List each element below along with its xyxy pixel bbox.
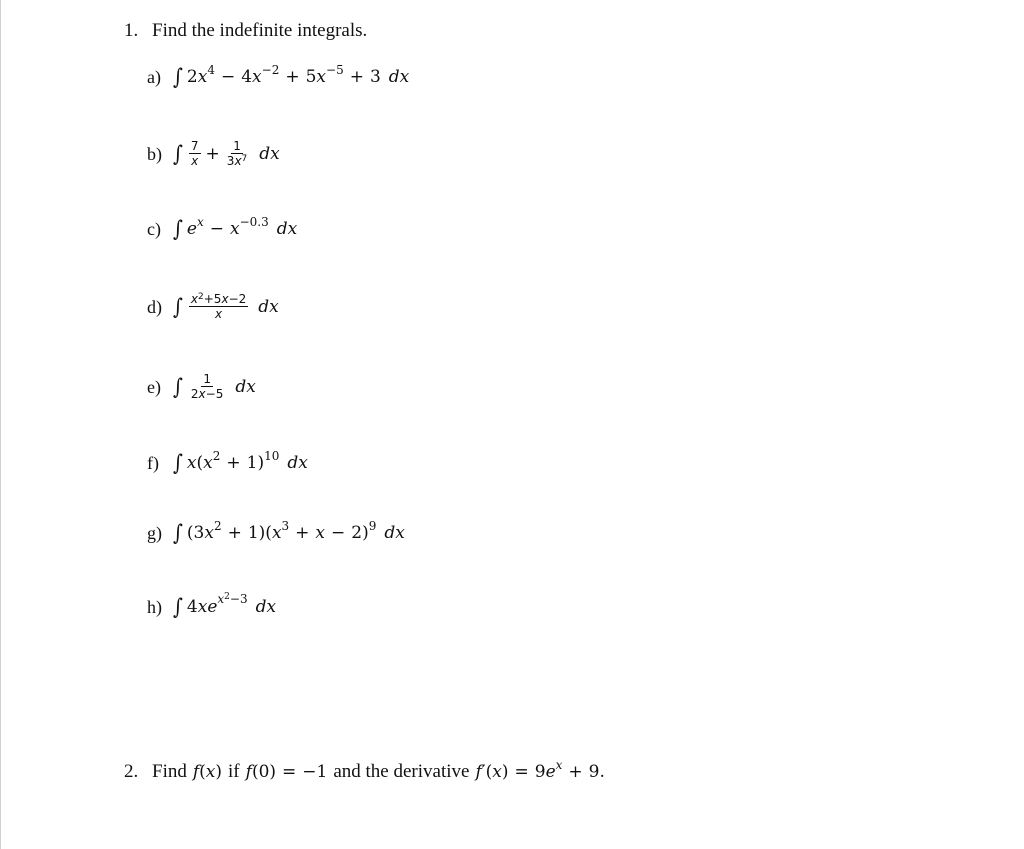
question-2-and-derivative: and the derivative	[333, 761, 470, 782]
question-1-number: 1.	[124, 20, 139, 41]
part-c	[147, 209, 297, 249]
part-c-label: c)	[147, 218, 161, 239]
part-e	[147, 367, 256, 407]
part-f	[147, 443, 308, 483]
question-2-condition: f (0) = −1	[245, 762, 328, 782]
part-c-expression: ∫ e $^x$ − x $^{-0.3}$ dx	[173, 215, 298, 242]
part-e-expression: ∫ $\frac{1}{2x-5}$ dx	[173, 372, 256, 401]
part-g-label: g)	[147, 522, 162, 543]
part-h	[147, 587, 276, 627]
question-2-derivative: f ′( x ) = 9 e $^x$ + 9.	[475, 758, 605, 782]
part-d-expression: ∫ $\frac{x^2+5x-2}{x}$ dx	[173, 292, 279, 321]
question-2-find: Find	[152, 761, 187, 782]
part-f-label: f)	[147, 452, 159, 473]
question-2-function: f ( x )	[192, 762, 223, 782]
part-d	[147, 287, 279, 327]
part-e-label: e)	[147, 376, 161, 397]
question-1-text: Find the indefinite integrals.	[152, 20, 368, 41]
part-g	[147, 513, 405, 553]
question-2-number: 2.	[124, 761, 139, 782]
part-a-label: a)	[147, 66, 161, 87]
part-g-expression: ∫ (3 x $^2$ + 1)( x $^3$ + x − 2) $^9$ dx	[173, 519, 405, 546]
part-b	[147, 134, 280, 174]
part-b-label: b)	[147, 143, 162, 164]
part-h-expression: ∫ 4 x e $^{x^2 -3}$ dx	[173, 592, 277, 620]
part-b-expression: ∫ $\frac{7}{x}$ + $\frac{1}{3x^7}$ dx	[173, 139, 280, 168]
part-a	[147, 57, 409, 97]
part-f-expression: ∫ x ( x $^2$ + 1) $^{10}$ dx	[173, 449, 308, 476]
question-2-text	[152, 758, 605, 783]
question-2-if: if	[228, 761, 240, 782]
part-a-expression: ∫ 2 x $^4$ − 4 x $^{-2}$ + 5 x $^{-5}$ + 3 dx	[173, 63, 410, 90]
part-d-label: d)	[147, 296, 162, 317]
part-h-label: h)	[147, 596, 162, 617]
page-edge	[0, 0, 1, 849]
